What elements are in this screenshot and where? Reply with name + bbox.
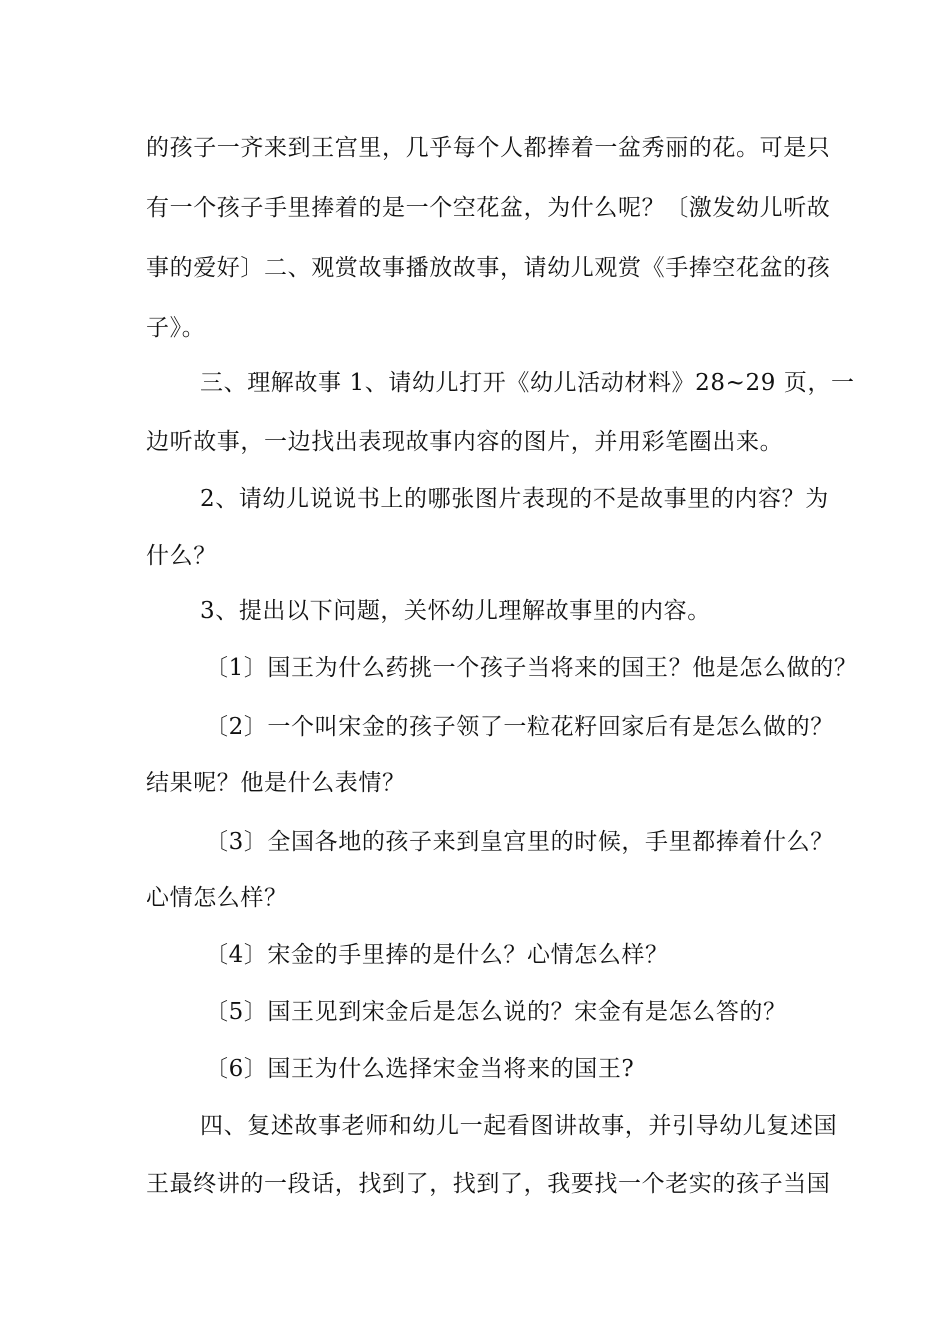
text-line-5: 三、理解故事 1、请幼儿打开《幼儿活动材料》28~29 页，一 [200, 370, 855, 396]
text-line-14: 心情怎么样？ [146, 885, 288, 911]
text-line-3: 事的爱好〕二、观赏故事播放故事，请幼儿观赏《手捧空花盆的孩 [146, 255, 831, 281]
text-line-18: 四、复述故事老师和幼儿一起看图讲故事，并引导幼儿复述国 [200, 1113, 838, 1139]
text-line-9: 3、提出以下问题，关怀幼儿理解故事里的内容。 [200, 598, 711, 624]
text-line-11: 〔2〕一个叫宋金的孩子领了一粒花籽回家后有是怎么做的？ [205, 714, 834, 740]
text-line-16: 〔5〕国王见到宋金后是怎么说的？宋金有是怎么答的？ [205, 999, 787, 1025]
text-line-13: 〔3〕全国各地的孩子来到皇宫里的时候，手里都捧着什么？ [205, 829, 834, 855]
text-line-2: 有一个孩子手里捧着的是一个空花盆，为什么呢？〔激发幼儿听故 [146, 195, 831, 221]
text-line-12: 结果呢？他是什么表情？ [146, 770, 406, 796]
text-line-19: 王最终讲的一段话，找到了，找到了，我要找一个老实的孩子当国 [146, 1171, 831, 1197]
text-line-1: 的孩子一齐来到王宫里，几乎每个人都捧着一盆秀丽的花。可是只 [146, 135, 831, 161]
text-line-10: 〔1〕国王为什么药挑一个孩子当将来的国王？他是怎么做的？ [205, 655, 858, 681]
text-line-8: 什么？ [146, 543, 217, 569]
text-line-17: 〔6〕国王为什么选择宋金当将来的国王? [205, 1056, 635, 1082]
text-line-6: 边听故事，一边找出表现故事内容的图片，并用彩笔圈出来。 [146, 429, 784, 455]
text-line-7: 2、请幼儿说说书上的哪张图片表现的不是故事里的内容？为 [200, 486, 829, 512]
text-line-15: 〔4〕宋金的手里捧的是什么？心情怎么样？ [205, 942, 669, 968]
text-line-4: 子》。 [146, 315, 206, 341]
